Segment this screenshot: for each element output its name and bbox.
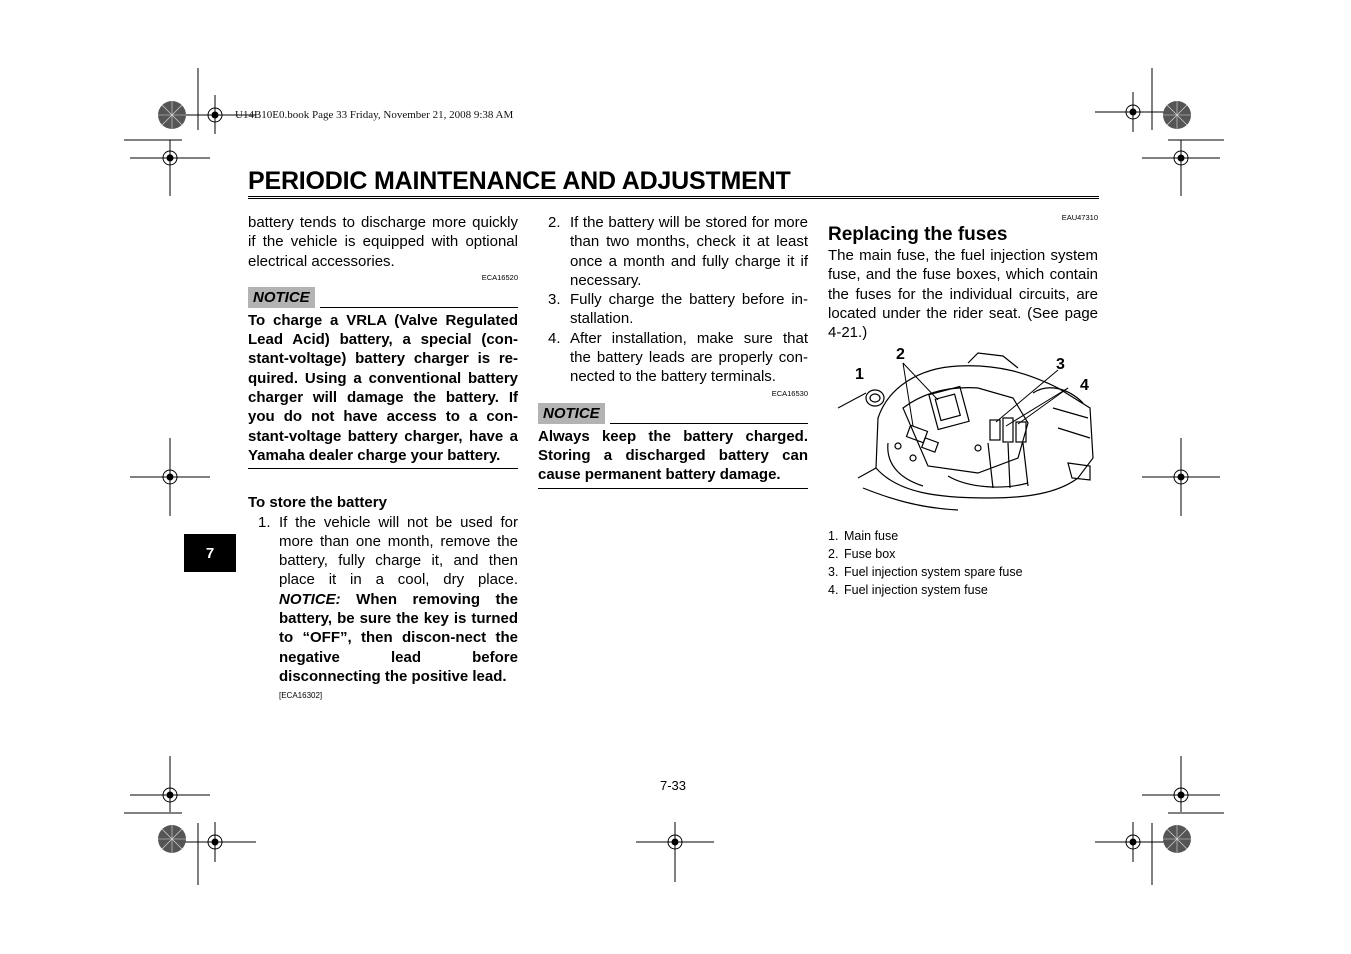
step-text: After installation, make sure that the battery leads are properly con-nected to the battery terminals. xyxy=(570,329,808,386)
notice-label: NOTICE xyxy=(538,403,605,424)
section-heading: Replacing the fuses xyxy=(828,224,1008,245)
title-rule xyxy=(248,196,1099,199)
step-number: 4. xyxy=(548,329,561,347)
list-item xyxy=(538,290,808,329)
caption-text: Fuse box xyxy=(844,547,896,562)
reference-code: [ECA16302] xyxy=(279,691,323,701)
fuse-location-figure xyxy=(828,348,1098,523)
notice-text: Always keep the battery charged. Storing a discharged battery can cause permanent battery damage. xyxy=(538,427,808,489)
caption-number: 3. xyxy=(828,565,839,580)
section-subheading: To store the battery xyxy=(248,494,387,512)
column-1 xyxy=(248,213,518,702)
column-3 xyxy=(828,213,1098,599)
notice-rule xyxy=(320,306,518,308)
figure-caption-list xyxy=(828,527,1098,599)
book-header-line: U14B10E0.book Page 33 Friday, November 21, 2008 9:38 AM xyxy=(235,109,514,121)
caption-text: Fuel injection system fuse xyxy=(844,583,988,598)
caption-number: 2. xyxy=(828,547,839,562)
step-text: If the battery will be stored for more than two months, check it at least once a month and fully charge it if necessary. xyxy=(570,214,808,289)
figure-label-1: 1 xyxy=(855,366,864,384)
step-number: 3. xyxy=(548,291,561,309)
step-number: 2. xyxy=(548,214,561,231)
inline-notice-label: NOTICE: xyxy=(279,590,341,608)
page-number: 7-33 xyxy=(660,778,687,793)
list-item xyxy=(538,329,808,387)
list-item xyxy=(828,527,1098,545)
column-2 xyxy=(538,213,808,489)
storage-steps xyxy=(248,513,518,703)
figure-label-4: 4 xyxy=(1080,377,1089,395)
list-item xyxy=(828,581,1098,599)
inline-notice-text: When removing the battery, be sure the key is turned to “OFF”, then discon-nect the negative lead before disconnecting the positive lead. xyxy=(279,590,518,685)
page-title: PERIODIC MAINTENANCE AND ADJUSTMENT xyxy=(248,167,791,195)
reference-code: EAU47310 xyxy=(1061,213,1098,222)
caption-text: Main fuse xyxy=(844,529,899,544)
reference-code: ECA16530 xyxy=(771,388,808,398)
notice-rule xyxy=(610,422,808,424)
caption-text: Fuel injection system spare fuse xyxy=(844,565,1023,580)
list-item xyxy=(828,563,1098,581)
notice-header xyxy=(538,403,808,424)
chapter-tab: 7 xyxy=(184,534,236,572)
notice-header xyxy=(248,287,518,308)
list-item xyxy=(248,513,518,703)
intro-paragraph: battery tends to discharge more quickly if the vehicle is equipped with optional electrical accessories. xyxy=(248,214,518,270)
list-item xyxy=(828,545,1098,563)
caption-number: 4. xyxy=(828,583,839,598)
notice-text: To charge a VRLA (Valve Regulated Lead Acid) battery, a special (con-stant-voltage) battery charger is re-quired. Using a conventional battery charger will damage the battery. If you do not have access to a con-stant-voltage battery charger, have a Yamaha dealer charge your battery. xyxy=(248,311,518,469)
body-paragraph: The main fuse, the fuel injection system fuse, and the fuse boxes, which contain the fuses for the individual circuits, are located under the rider seat. (See page 4-21.) xyxy=(828,247,1098,342)
step-text: Fully charge the battery before in-stallation. xyxy=(570,291,808,328)
step-number: 1. xyxy=(258,513,271,531)
reference-code: ECA16520 xyxy=(481,272,518,282)
figure-label-2: 2 xyxy=(896,346,905,364)
notice-label: NOTICE xyxy=(248,287,315,308)
list-item xyxy=(538,213,808,290)
storage-steps-continued xyxy=(538,213,808,387)
step-text: If the vehicle will not be used for more than one month, remove the battery, fully charge it, and then place it in a cool, dry place. xyxy=(279,513,518,589)
figure-label-3: 3 xyxy=(1056,356,1065,374)
caption-number: 1. xyxy=(828,529,839,544)
